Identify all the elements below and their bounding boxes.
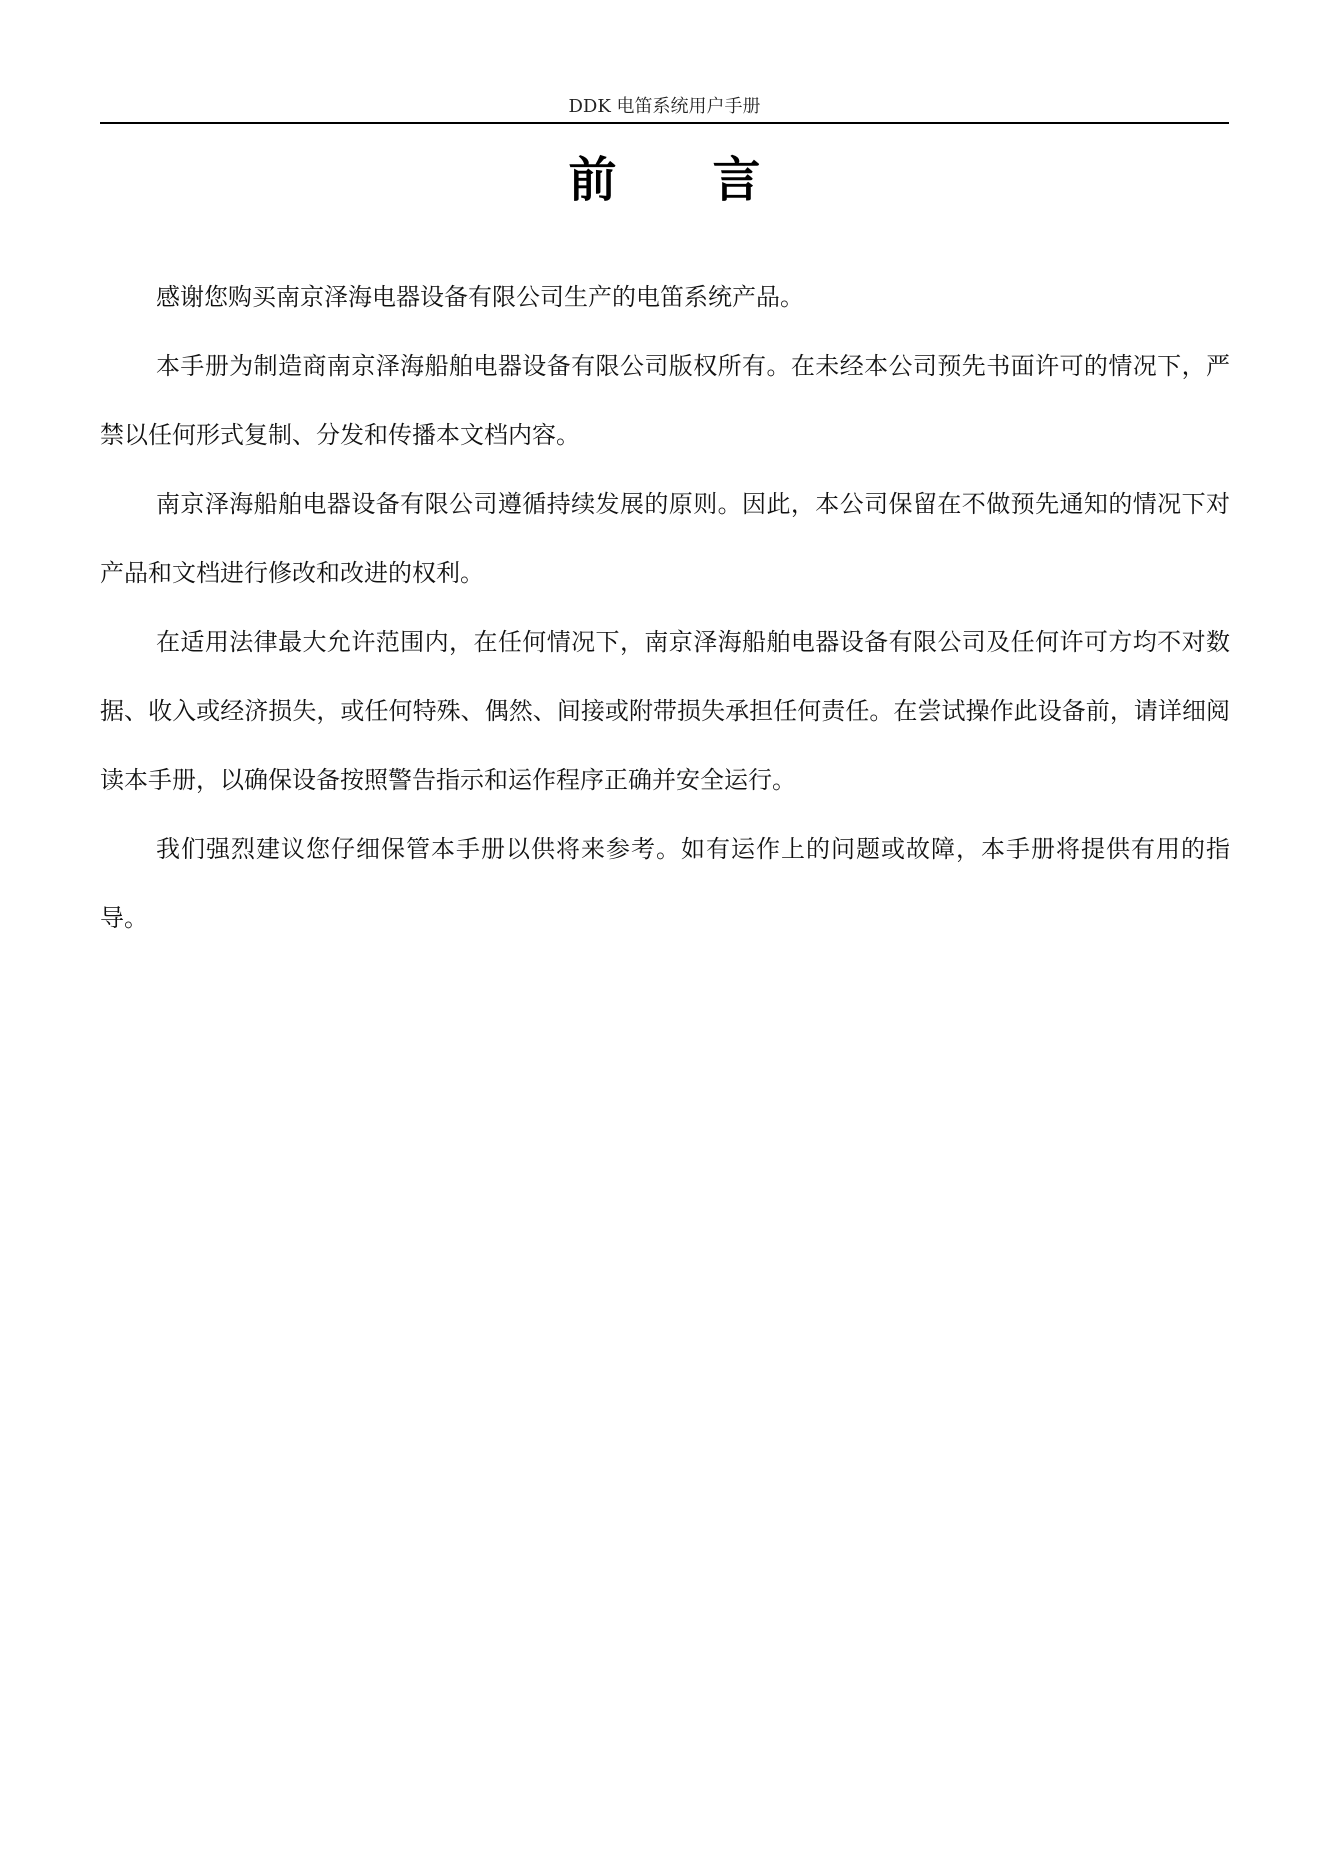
preface-body xyxy=(100,263,1230,953)
paragraph-revision-rights: 南京泽海船舶电器设备有限公司遵循持续发展的原则。因此，本公司保留在不做预先通知的情况下对产品和文档进行修改和改进的权利。 xyxy=(100,490,1230,587)
paragraph-thanks: 感谢您购买南京泽海电器设备有限公司生产的电笛系统产品。 xyxy=(156,283,804,311)
page-title: 前言 xyxy=(568,152,857,208)
paragraph-liability: 在适用法律最大允许范围内，在任何情况下，南京泽海船舶电器设备有限公司及任何许可方均不对数据、收入或经济损失，或任何特殊、偶然、间接或附带损失承担任何责任。在尝试操作此设备前，请详细阅读本手册，以确保设备按照警告指示和运作程序正确并安全运行。 xyxy=(100,628,1230,794)
running-header: DDK 电笛系统用户手册 xyxy=(568,96,761,117)
header-divider xyxy=(100,122,1229,124)
paragraph-copyright: 本手册为制造商南京泽海船舶电器设备有限公司版权所有。在未经本公司预先书面许可的情况下，严禁以任何形式复制、分发和传播本文档内容。 xyxy=(100,352,1230,449)
paragraph-keep-manual: 我们强烈建议您仔细保管本手册以供将来参考。如有运作上的问题或故障，本手册将提供有用的指导。 xyxy=(100,835,1230,932)
